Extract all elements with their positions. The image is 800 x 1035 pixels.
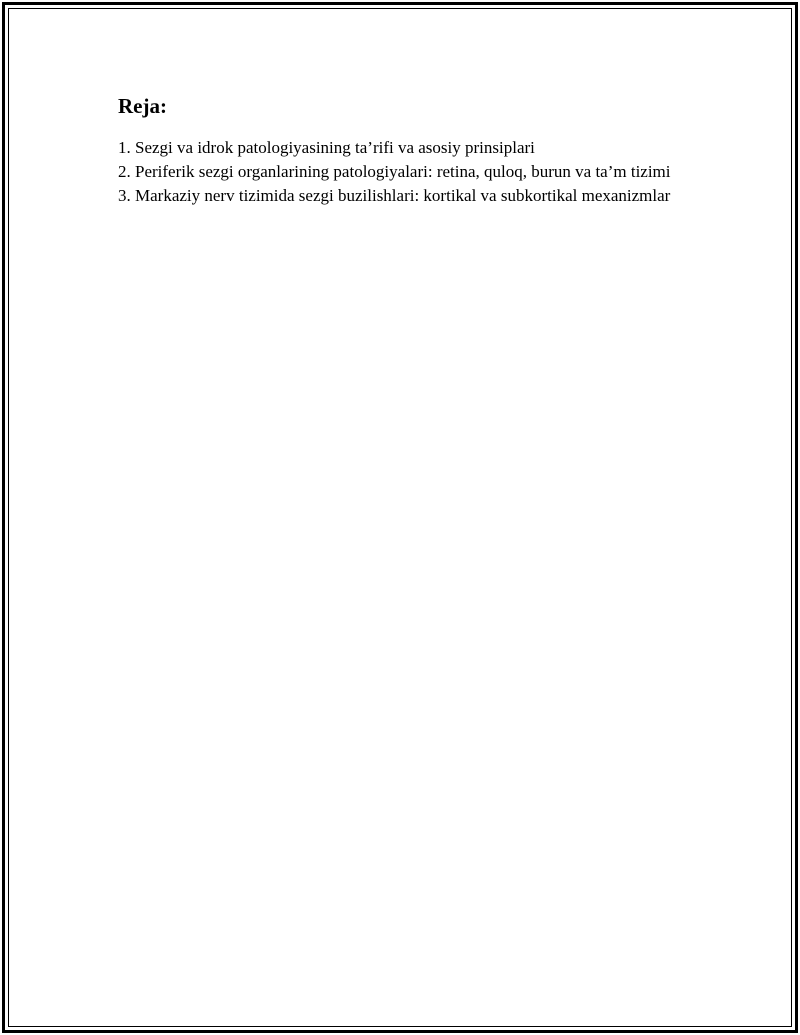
- document-body: [118, 92, 698, 208]
- plan-heading: Reja:: [118, 94, 167, 118]
- plan-item-1: 1. Sezgi va idrok patologiyasining ta’rifi va asosiy prinsiplari: [118, 138, 535, 157]
- plan-item-2: 2. Periferik sezgi organlarining patologiyalari: retina, quloq, burun va ta’m tizimi: [118, 162, 671, 181]
- plan-list: [118, 136, 698, 208]
- plan-item-3: 3. Markaziy nerv tizimida sezgi buzilishlari: kortikal va subkortikal mexanizmlar: [118, 186, 671, 205]
